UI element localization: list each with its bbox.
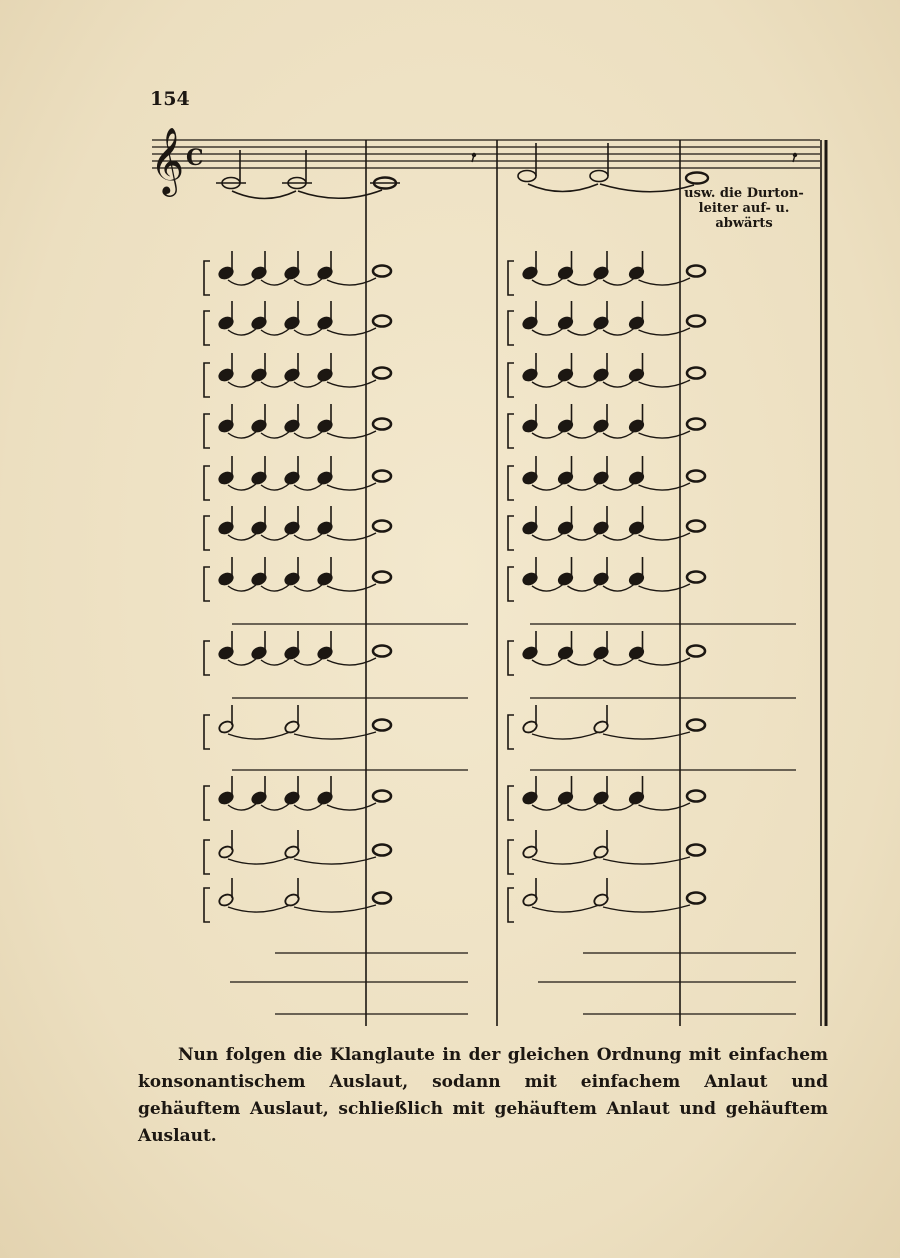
slur-icon (568, 584, 600, 591)
slur-icon (228, 380, 257, 387)
slur-icon (532, 380, 564, 387)
slur-icon (603, 857, 690, 864)
page-number: 154 (150, 88, 190, 110)
bracket-icon (204, 888, 210, 922)
header-notes (216, 143, 708, 199)
header-note: usw. die Durton- leiter auf- u. abwärts (684, 186, 804, 231)
bracket-icon (508, 311, 514, 345)
slur-icon (532, 658, 564, 665)
slur-icon (532, 533, 564, 540)
bracket-icon (204, 466, 210, 500)
slur-icon (327, 658, 376, 665)
whole-note-icon (687, 791, 705, 802)
whole-note-icon (687, 266, 705, 277)
whole-note-icon (373, 646, 391, 657)
slur-icon (639, 658, 691, 665)
slur-icon (261, 658, 290, 665)
bracket-icon (204, 786, 210, 820)
slur-icon (532, 483, 564, 490)
whole-note-icon (373, 893, 391, 904)
slur-icon (261, 380, 290, 387)
whole-note-icon (687, 845, 705, 856)
bracket-icon (508, 567, 514, 601)
slur-icon (228, 857, 290, 864)
whole-note-icon (687, 521, 705, 532)
slur-icon (603, 584, 635, 591)
exercise-notation (204, 251, 796, 1014)
slur-icon (228, 658, 257, 665)
slur-icon (639, 803, 691, 810)
slur-icon (639, 328, 691, 335)
slur-icon (327, 483, 376, 490)
slur-icon (603, 380, 635, 387)
slur-icon (294, 278, 323, 285)
bracket-icon (204, 261, 210, 295)
slur-icon (294, 732, 376, 739)
whole-note-icon (373, 521, 391, 532)
slur-icon (568, 328, 600, 335)
slur-icon (532, 732, 599, 739)
whole-note-icon (687, 419, 705, 430)
whole-note-icon (373, 791, 391, 802)
slur-icon (261, 328, 290, 335)
slur-icon (228, 483, 257, 490)
slur-icon (568, 658, 600, 665)
bracket-icon (508, 363, 514, 397)
bracket-icon (204, 311, 210, 345)
slur-icon (294, 431, 323, 438)
slur-icon (532, 328, 564, 335)
bracket-icon (508, 641, 514, 675)
slur-icon (294, 803, 323, 810)
slur-icon (294, 380, 323, 387)
slur-icon (261, 533, 290, 540)
slur-icon (261, 278, 290, 285)
slur-icon (294, 328, 323, 335)
slur-icon (532, 857, 599, 864)
slur-icon (532, 905, 599, 912)
common-time-icon: C (186, 145, 204, 171)
slur-icon (294, 658, 323, 665)
slur-icon (294, 533, 323, 540)
slur-icon (532, 278, 564, 285)
whole-note-icon (373, 419, 391, 430)
slur-icon (532, 431, 564, 438)
slur-icon (228, 803, 257, 810)
whole-note-icon (373, 720, 391, 731)
slur-icon (261, 483, 290, 490)
treble-clef-icon: 𝄞 (150, 126, 185, 194)
bracket-icon (204, 641, 210, 675)
whole-note-icon (687, 893, 705, 904)
bracket-icon (204, 840, 210, 874)
bracket-icon (508, 840, 514, 874)
bracket-icon (508, 516, 514, 550)
slur-icon (327, 533, 376, 540)
slur-icon (228, 533, 257, 540)
whole-note-icon (373, 316, 391, 327)
slur-icon (603, 328, 635, 335)
slur-icon (532, 803, 564, 810)
slur-icon (639, 584, 691, 591)
bracket-icon (508, 786, 514, 820)
whole-note-icon (687, 368, 705, 379)
slur-icon (327, 278, 376, 285)
slur-icon (603, 533, 635, 540)
slur-icon (568, 483, 600, 490)
slur-icon (261, 431, 290, 438)
whole-note-icon (687, 572, 705, 583)
slur-icon (327, 584, 376, 591)
slur-icon (228, 584, 257, 591)
bracket-icon (508, 466, 514, 500)
bracket-icon (204, 414, 210, 448)
slur-icon (228, 905, 290, 912)
slur-icon (532, 584, 564, 591)
whole-note-icon (687, 720, 705, 731)
slur-icon (327, 803, 376, 810)
bracket-icon (204, 567, 210, 601)
slur-icon (294, 584, 323, 591)
footer-text: Nun folgen die Klanglaute in der gleichen Ordnung mit einfachem konsonantischem Auslaut, sodann mit einfachem Anlaut und gehäuftem Auslaut, schließlich mit gehäuftem Anlaut und gehäuftem Auslaut. (138, 1045, 828, 1146)
slur-icon (228, 431, 257, 438)
slur-icon (228, 732, 290, 739)
slur-icon (568, 803, 600, 810)
whole-note-icon (687, 316, 705, 327)
bracket-icon (508, 261, 514, 295)
slur-icon (639, 380, 691, 387)
slur-icon (568, 431, 600, 438)
slur-icon (294, 905, 376, 912)
staff (152, 140, 820, 168)
slur-icon (261, 584, 290, 591)
bracket-icon (204, 715, 210, 749)
slur-icon (603, 483, 635, 490)
bracket-icon (508, 888, 514, 922)
slur-icon (228, 278, 257, 285)
slur-icon (639, 278, 691, 285)
whole-note-icon (687, 646, 705, 657)
slur-icon (639, 483, 691, 490)
slur-icon (261, 803, 290, 810)
slur-icon (603, 278, 635, 285)
slur-icon (228, 328, 257, 335)
bracket-icon (508, 414, 514, 448)
slur-icon (603, 431, 635, 438)
slur-icon (603, 658, 635, 665)
slur-icon (568, 380, 600, 387)
bracket-icon (204, 363, 210, 397)
slur-icon (639, 533, 691, 540)
whole-note-icon (373, 266, 391, 277)
whole-note-icon (373, 471, 391, 482)
slur-icon (327, 380, 376, 387)
slur-icon (568, 278, 600, 285)
slur-icon (603, 732, 690, 739)
bracket-icon (204, 516, 210, 550)
whole-note-icon (373, 845, 391, 856)
slur-icon (568, 533, 600, 540)
bracket-icon (508, 715, 514, 749)
slur-icon (639, 431, 691, 438)
whole-note-icon (373, 572, 391, 583)
slur-icon (294, 483, 323, 490)
whole-note-icon (687, 471, 705, 482)
slur-icon (603, 803, 635, 810)
slur-icon (603, 905, 690, 912)
slur-icon (327, 328, 376, 335)
whole-note-icon (373, 368, 391, 379)
slur-icon (294, 857, 376, 864)
slur-icon (327, 431, 376, 438)
